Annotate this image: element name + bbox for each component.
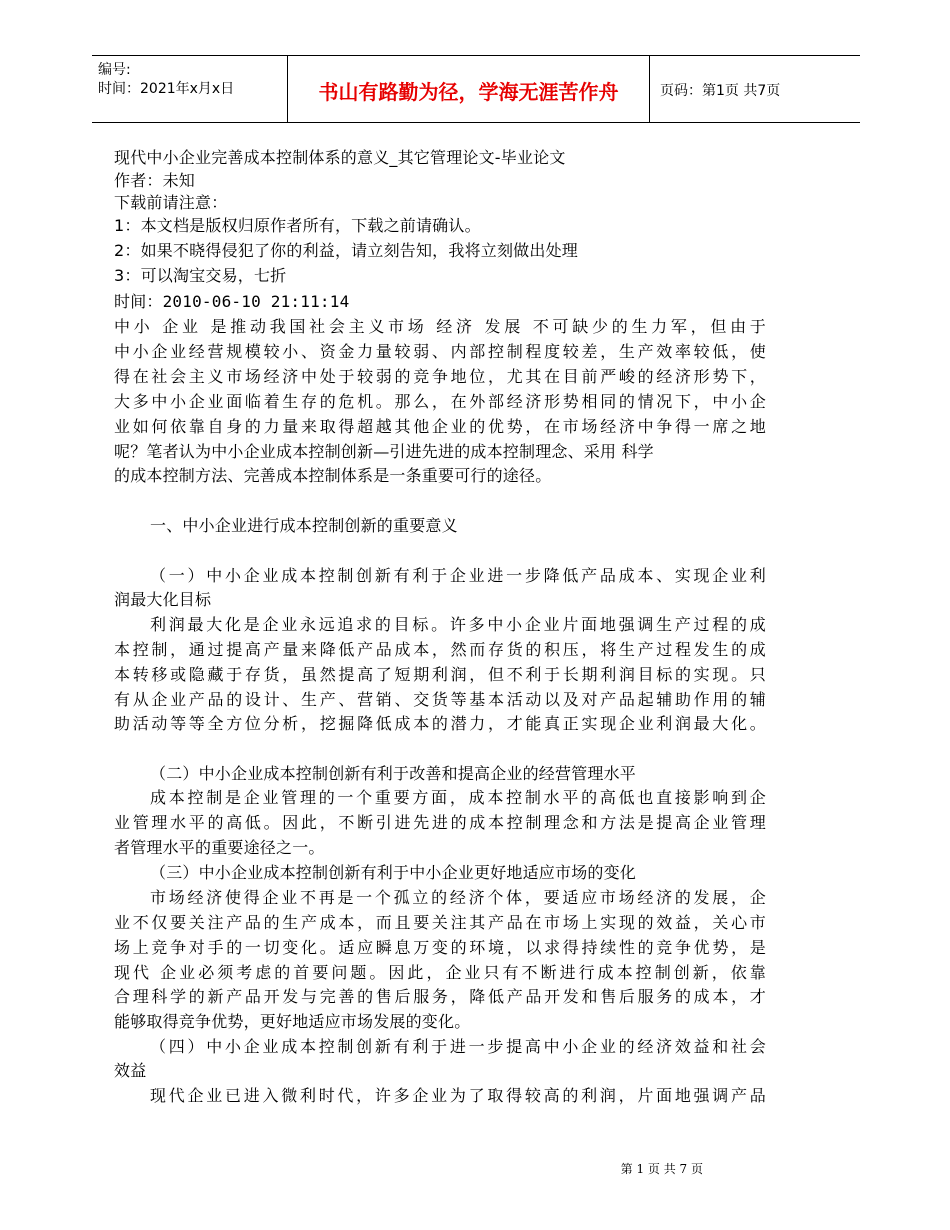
body-line: 利润最大化是企业永远追求的目标。许多中小企业片面地强调生产过程的成: [150, 615, 766, 634]
subsection-heading-1: （一）中小企业成本控制创新有利于企业进一步降低产品成本、实现企业利: [150, 566, 766, 585]
body-line: 业如何依靠自身的力量来取得超越其他企业的优势，在市场经济中争得一席之地: [114, 417, 766, 436]
notice-item-3: 3：可以淘宝交易，七折: [114, 266, 287, 285]
subsection-heading-4: （四）中小企业成本控制创新有利于进一步提高中小企业的经济效益和社会: [150, 1037, 766, 1056]
article-time: 时间：2010-06-10 21:11:14: [114, 292, 350, 311]
notice-item-2: 2：如果不晓得侵犯了你的利益，请立刻告知，我将立刻做出处理: [114, 241, 578, 260]
body-line: 有从企业产品的设计、生产、营销、交货等基本活动以及对产品起辅助作用的辅: [114, 690, 766, 709]
body-line: 本转移或隐藏于存货，虽然提高了短期利润，但不利于长期利润目标的实现。只: [114, 665, 766, 684]
body-line: 呢？笔者认为中小企业成本控制创新—引进先进的成本控制理念、采用 科学: [114, 442, 654, 461]
section-heading: 一、中小企业进行成本控制创新的重要意义: [150, 516, 458, 535]
body-line: 中小企业经营规模较小、资金力量较弱、内部控制程度较差，生产效率较低，使: [114, 342, 766, 361]
header-left-cell: [92, 56, 287, 122]
time-label: 时间：2021年x月x日: [98, 81, 235, 97]
body-line: 得在社会主义市场经济中处于较弱的竞争地位，尤其在目前严峻的经济形势下，: [114, 367, 766, 386]
body-line: 场上竞争对手的一切变化。适应瞬息万变的环境，以求得持续性的竞争优势，是: [114, 938, 766, 957]
notice-item-1: 1：本文档是版权归原作者所有，下载之前请确认。: [114, 216, 481, 235]
page-footer: [0, 1160, 950, 1177]
subsection-heading-2: （二）中小企业成本控制创新有利于改善和提高企业的经营管理水平: [150, 764, 637, 783]
body-line: 现代企业已进入微利时代，许多企业为了取得较高的利润，片面地强调产品: [150, 1086, 766, 1105]
number-label: 编号:: [98, 62, 131, 78]
body-line: 合理科学的新产品开发与完善的售后服务，降低产品开发和售后服务的成本，才: [114, 987, 766, 1006]
subsection-heading-3: （三）中小企业成本控制创新有利于中小企业更好地适应市场的变化: [150, 863, 637, 882]
subsection-heading-1-cont: 润最大化目标: [114, 590, 212, 609]
body-line: 现代 企业必须考虑的首要问题。因此，企业只有不断进行成本控制创新，依靠: [114, 963, 766, 982]
body-line: 成本控制是企业管理的一个重要方面，成本控制水平的高低也直接影响到企: [150, 788, 766, 807]
header-right-cell: [650, 56, 860, 122]
body-line: 业不仅要关注产品的生产成本，而且要关注其产品在市场上实现的效益，关心市: [114, 913, 766, 932]
body-line: 能够取得竞争优势，更好地适应市场发展的变化。: [114, 1012, 471, 1031]
subsection-heading-4-cont: 效益: [114, 1061, 147, 1080]
header-center-cell: [287, 56, 650, 122]
body-line: 市场经济使得企业不再是一个孤立的经济个体，要适应市场经济的发展，企: [150, 888, 766, 907]
article-author: 作者：未知: [114, 171, 196, 190]
notice-title: 下载前请注意：: [114, 193, 228, 212]
page-header: [92, 55, 860, 123]
body-line: 业管理水平的高低。因此，不断引进先进的成本控制理念和方法是提高企业管理: [114, 813, 766, 832]
page-label: 页码：第1页 共7页: [660, 83, 781, 99]
body-line: 中小 企业 是推动我国社会主义市场 经济 发展 不可缺少的生力军，但由于: [114, 317, 766, 336]
body-line: 大多中小企业面临着生存的危机。那么，在外部经济形势相同的情况下，中小企: [114, 392, 766, 411]
body-line: 者管理水平的重要途径之一。: [114, 838, 325, 857]
motto-text: 书山有路勤为径，学海无涯苦作舟: [318, 80, 619, 104]
body-line: 本控制，通过提高产量来降低产品成本，然而存货的积压，将生产过程发生的成: [114, 640, 766, 659]
body-line: 的成本控制方法、完善成本控制体系是一条重要可行的途径。: [114, 466, 552, 485]
article-title: 现代中小企业完善成本控制体系的意义_其它管理论文-毕业论文: [114, 148, 566, 167]
footer-page-number: 第 1 页 共 7 页: [620, 1162, 703, 1176]
body-line: 助活动等等全方位分析，挖掘降低成本的潜力，才能真正实现企业利润最大化。: [114, 714, 766, 733]
